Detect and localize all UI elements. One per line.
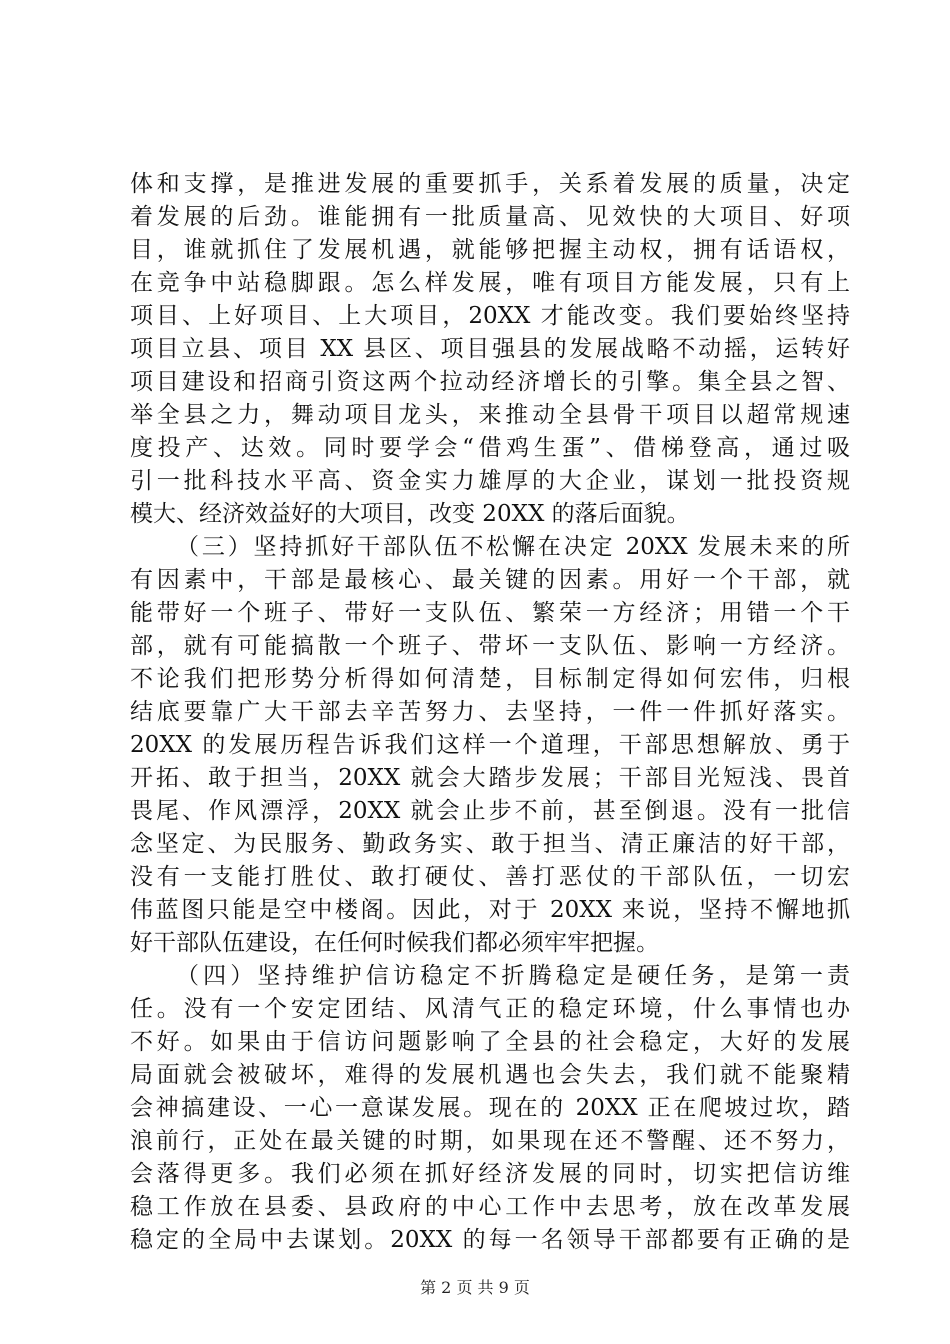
text-line: 结底要靠广大干部去辛苦努力、去坚持，一件一件抓好落实。 — [130, 699, 850, 725]
text-line: 局面就会被破坏，难得的发展机遇也会失去，我们就不能聚精 — [130, 1062, 850, 1088]
text-line: 在竞争中站稳脚跟。怎么样发展，唯有项目方能发展，只有上 — [130, 270, 850, 296]
text-line: 着发展的后劲。谁能拥有一批质量高、见效快的大项目、好项 — [130, 204, 850, 230]
text-line: 畏尾、作风漂浮，20XX 就会止步不前，甚至倒退。没有一批信 — [130, 798, 850, 824]
text-line: 目，谁就抓住了发展机遇，就能够把握主动权，拥有话语权， — [130, 237, 850, 263]
text-line: 会神搞建设、一心一意谋发展。现在的 20XX 正在爬坡过坎，踏 — [130, 1095, 850, 1121]
text-line: 有因素中，干部是最核心、最关键的因素。用好一个干部，就 — [130, 567, 850, 593]
text-line: 不好。如果由于信访问题影响了全县的社会稳定，大好的发展 — [130, 1029, 850, 1055]
text-line: 稳工作放在县委、县政府的中心工作中去思考，放在改革发展 — [130, 1194, 850, 1220]
text-line: 项目建设和招商引资这两个拉动经济增长的引擎。集全县之智、 — [130, 369, 850, 395]
text-line: 度投产、达效。同时要学会“借鸡生蛋”、借梯登高，通过吸 — [130, 435, 850, 461]
text-line: 能带好一个班子、带好一支队伍、繁荣一方经济；用错一个干 — [130, 600, 850, 626]
text-line: 会落得更多。我们必须在抓好经济发展的同时，切实把信访维 — [130, 1161, 850, 1187]
text-line: 稳定的全局中去谋划。20XX 的每一名领导干部都要有正确的是 — [130, 1227, 850, 1253]
text-line: 没有一支能打胜仗、敢打硬仗、善打恶仗的干部队伍，一切宏 — [130, 864, 850, 890]
text-line: 引一批科技水平高、资金实力雄厚的大企业，谋划一批投资规 — [130, 468, 850, 494]
text-line: 念坚定、为民服务、勤政务实、敢于担当、清正廉洁的好干部， — [130, 831, 850, 857]
text-line: 项目立县、项目 XX 县区、项目强县的发展战略不动摇，运转好 — [130, 336, 850, 362]
text-line: 伟蓝图只能是空中楼阁。因此，对于 20XX 来说，坚持不懈地抓 — [130, 897, 850, 923]
text-line: 浪前行，正处在最关键的时期，如果现在还不警醒、还不努力， — [130, 1128, 850, 1154]
text-line: 部，就有可能搞散一个班子、带坏一支队伍、影响一方经济。 — [130, 633, 850, 659]
page-number-footer: 第 2 页 共 9 页 — [420, 1278, 530, 1297]
body-text — [130, 168, 850, 1257]
text-line: 不论我们把形势分析得如何清楚，目标制定得如何宏伟，归根 — [130, 666, 850, 692]
text-line: 体和支撑，是推进发展的重要抓手，关系着发展的质量，决定 — [130, 171, 850, 197]
text-line: 开拓、敢于担当，20XX 就会大踏步发展；干部目光短浅、畏首 — [130, 765, 850, 791]
text-line: 项目、上好项目、上大项目，20XX 才能改变。我们要始终坚持 — [130, 303, 850, 329]
text-line: 任。没有一个安定团结、风清气正的稳定环境，什么事情也办 — [130, 996, 850, 1022]
text-line: 举全县之力，舞动项目龙头，来推动全县骨干项目以超常规速 — [130, 402, 850, 428]
text-line: 模大、经济效益好的大项目，改变 20XX 的落后面貌。 — [130, 501, 690, 527]
paragraph-start-line: （三）坚持抓好干部队伍不松懈在决定 20XX 发展未来的所 — [176, 534, 850, 560]
paragraph-start-line: （四）坚持维护信访稳定不折腾稳定是硬任务，是第一责 — [176, 963, 850, 989]
text-line: 好干部队伍建设，在任何时候我们都必须牢牢把握。 — [130, 930, 659, 956]
text-line: 20XX 的发展历程告诉我们这样一个道理，干部思想解放、勇于 — [130, 732, 850, 758]
